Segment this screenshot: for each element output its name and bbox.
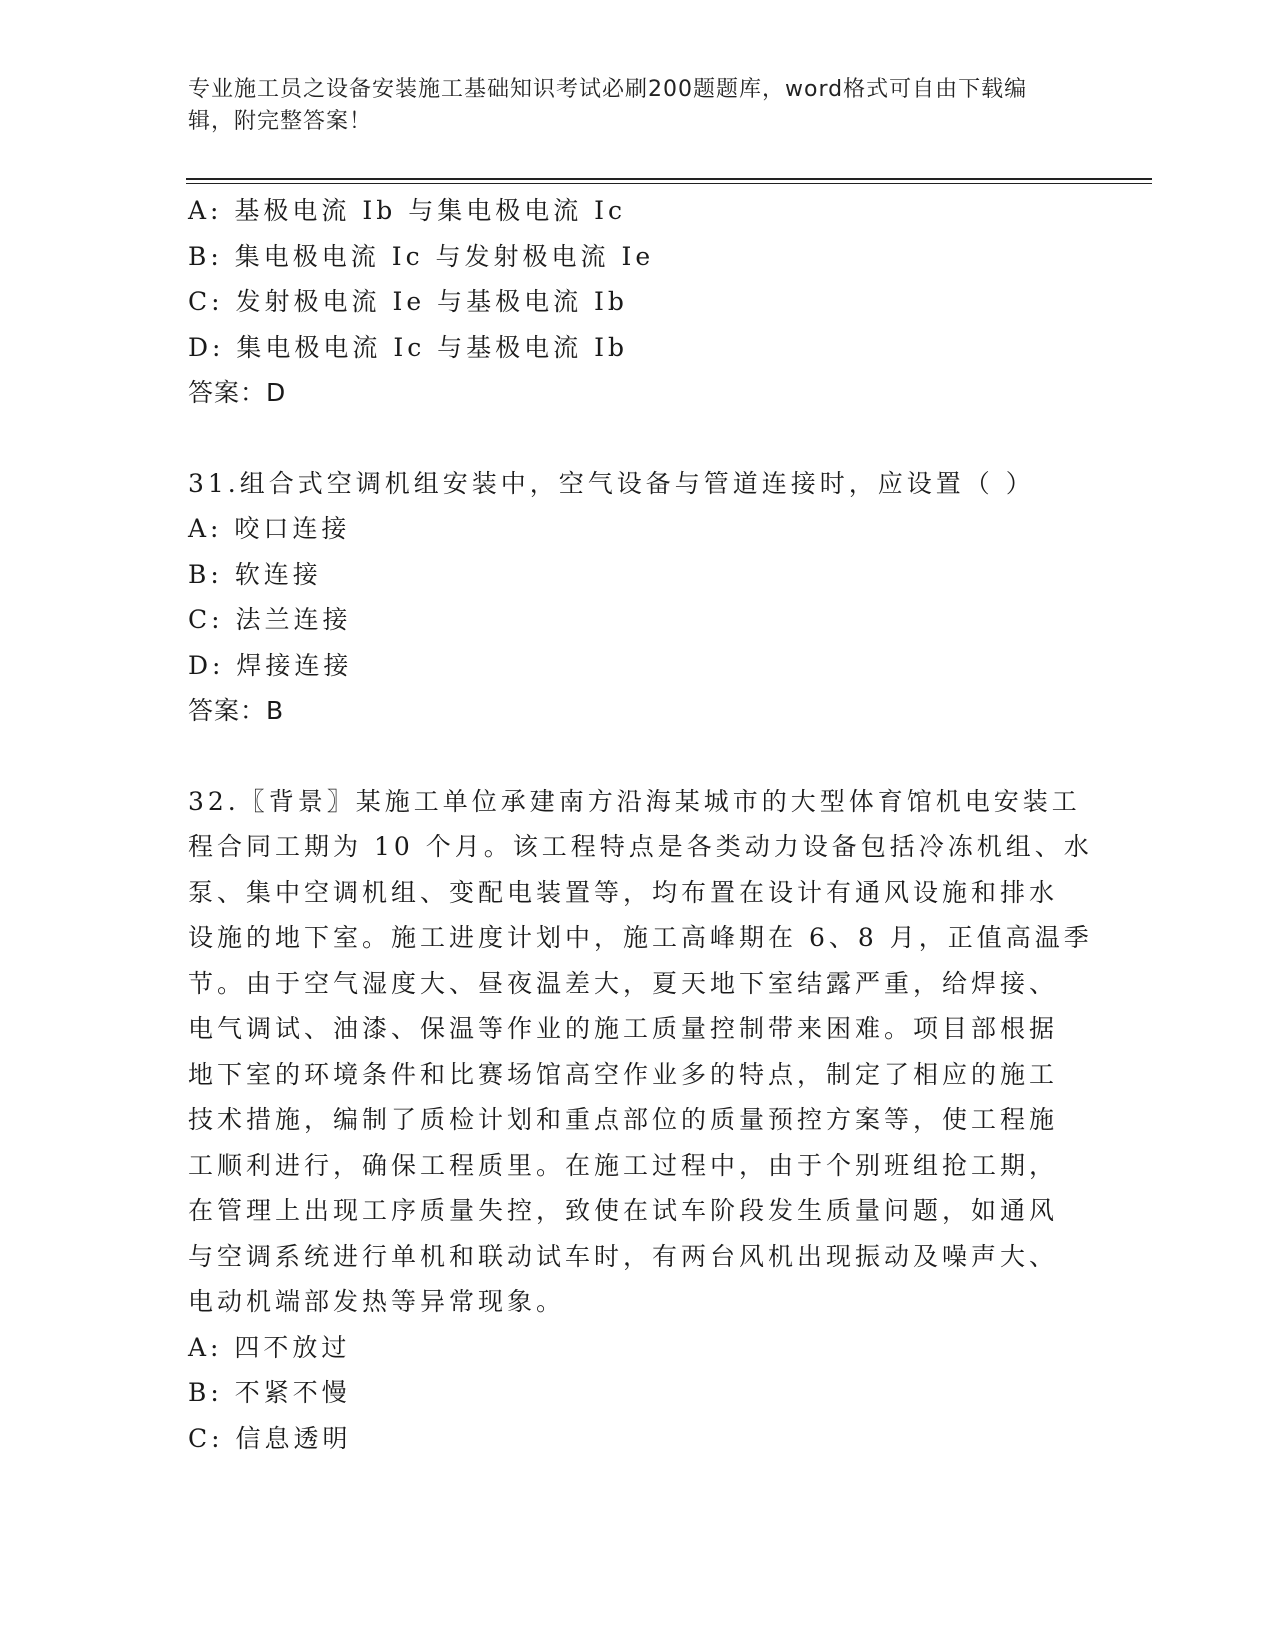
answer-label: 答案：B [188,696,285,725]
question-stem-line: 在管理上出现工序质量失控，致使在试车阶段发生质量问题，如通风 [188,1196,1059,1225]
option-d: D: 集电极电流 Ic 与基极电流 Ib [188,332,629,362]
question-stem-line: 与空调系统进行单机和联动试车时，有两台风机出现振动及噪声大、 [188,1241,1059,1271]
header-rule-thick [186,178,1152,180]
option-a: A: 四不放过 [188,1332,351,1362]
spacer [188,416,1088,461]
option-c: C: 信息透明 [188,1423,352,1453]
option-b: B: 软连接 [188,559,322,589]
header-rule-thin [186,183,1152,184]
question-stem-line: 泵、集中空调机组、变配电装置等，均布置在设计有通风设施和排水 [188,877,1059,907]
document-body [188,188,1093,1461]
question-stem-line: 地下室的环境条件和比赛场馆高空作业多的特点，制定了相应的施工 [188,1059,1059,1089]
option-a: A: 基极电流 Ib 与集电极电流 Ic [188,196,627,225]
question-stem-line: 32.〖背景〗某施工单位承建南方沿海某城市的大型体育馆机电安装工 [188,786,1081,816]
answer-label: 答案：D [188,378,287,407]
option-d: D: 焊接连接 [188,650,353,680]
question-32-block [188,779,1093,1462]
question-stem-line: 电动机端部发热等异常现象。 [188,1287,566,1316]
question-stem-line: 设施的地下室。施工进度计划中，施工高峰期在 6、8 月，正值高温季 [188,923,1093,952]
option-b: B: 不紧不慢 [188,1378,351,1407]
option-c: C: 法兰连接 [188,605,352,634]
question-stem-line: 工顺利进行，确保工程质里。在施工过程中，由于个别班组抢工期， [188,1150,1059,1180]
document-header-title: 专业施工员之设备安装施工基础知识考试必刷200题题库，word格式可自由下载编辑，附完整答案！ [188,77,1028,134]
option-a: A: 咬口连接 [188,514,351,543]
question-stem: 31.组合式空调机组安装中，空气设备与管道连接时，应设置（ ） [188,468,1035,498]
option-c: C: 发射极电流 Ie 与基极电流 Ib [188,287,628,316]
question-stem-line: 节。由于空气湿度大、昼夜温差大，夏天地下室结露严重，给焊接、 [188,968,1059,998]
option-b: B: 集电极电流 Ic 与发射极电流 Ie [188,241,655,271]
previous-question-block [188,188,1088,416]
spacer [188,734,1088,779]
question-31-block [188,461,1088,734]
question-stem-line: 程合同工期为 10 个月。该工程特点是各类动力设备包括冷冻机组、水 [188,832,1093,861]
question-stem-line: 电气调试、油漆、保温等作业的施工质量控制带来困难。项目部根据 [188,1014,1059,1043]
question-stem-line: 技术措施，编制了质检计划和重点部位的质量预控方案等，使工程施 [188,1105,1059,1134]
